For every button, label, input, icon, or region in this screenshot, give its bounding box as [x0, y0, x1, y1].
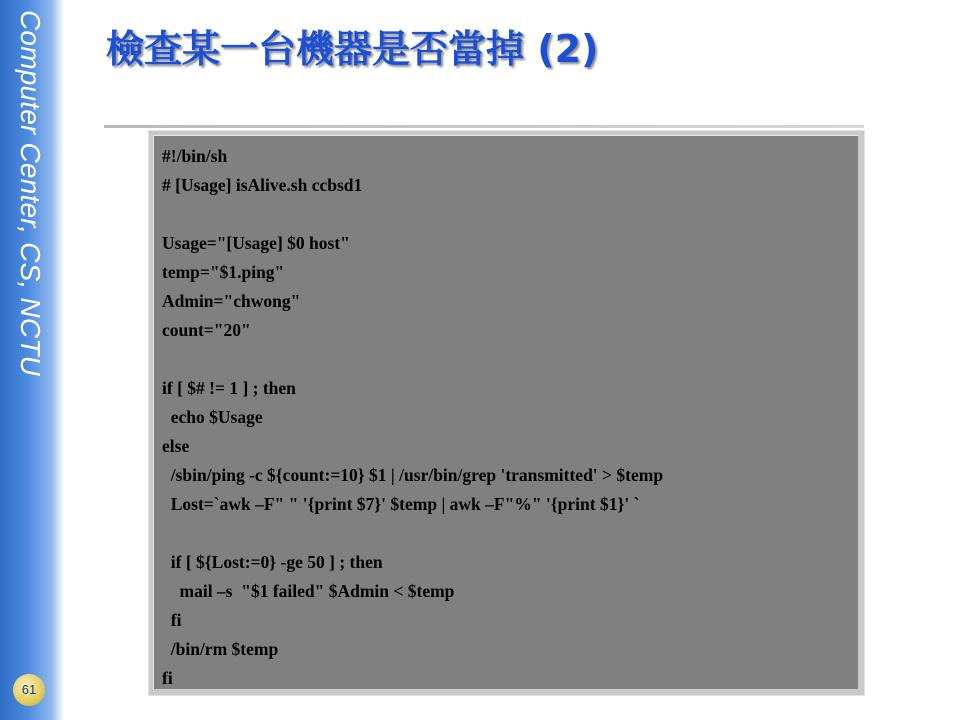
code-block — [153, 135, 858, 689]
code-line: /sbin/ping -c ${count:=10} $1 | /usr/bin/grep 'transmitted' > $temp — [162, 465, 664, 485]
code-line: Usage="[Usage] $0 host" — [162, 233, 350, 253]
code-line: /bin/rm $temp — [162, 639, 279, 659]
code-line: if [ $# != 1 ] ; then — [162, 378, 296, 398]
page-number-badge: 61 — [13, 674, 45, 706]
code-line: else — [162, 436, 190, 456]
title-divider — [104, 125, 864, 128]
code-line: echo $Usage — [162, 407, 263, 427]
code-line: temp="$1.ping" — [162, 262, 285, 282]
code-line: # [Usage] isAlive.sh ccbsd1 — [162, 175, 363, 195]
code-line: count="20" — [162, 320, 251, 340]
code-line: if [ ${Lost:=0} -ge 50 ] ; then — [162, 552, 383, 572]
code-line: mail –s "$1 failed" $Admin < $temp — [162, 581, 455, 601]
code-line: Admin="chwong" — [162, 291, 301, 311]
sidebar — [0, 0, 64, 720]
code-line: Lost=`awk –F" " '{print $7}' $temp | awk –F"%" '{print $1}' ` — [162, 494, 640, 514]
code-line: #!/bin/sh — [162, 146, 228, 166]
slide-title: 檢查某一台機器是否當掉 (2) — [106, 27, 599, 71]
code-line: fi — [162, 610, 182, 630]
code-line: fi — [162, 668, 173, 688]
code-block-frame — [148, 130, 865, 696]
sidebar-label: Computer Center, CS, NCTU — [15, 10, 46, 376]
